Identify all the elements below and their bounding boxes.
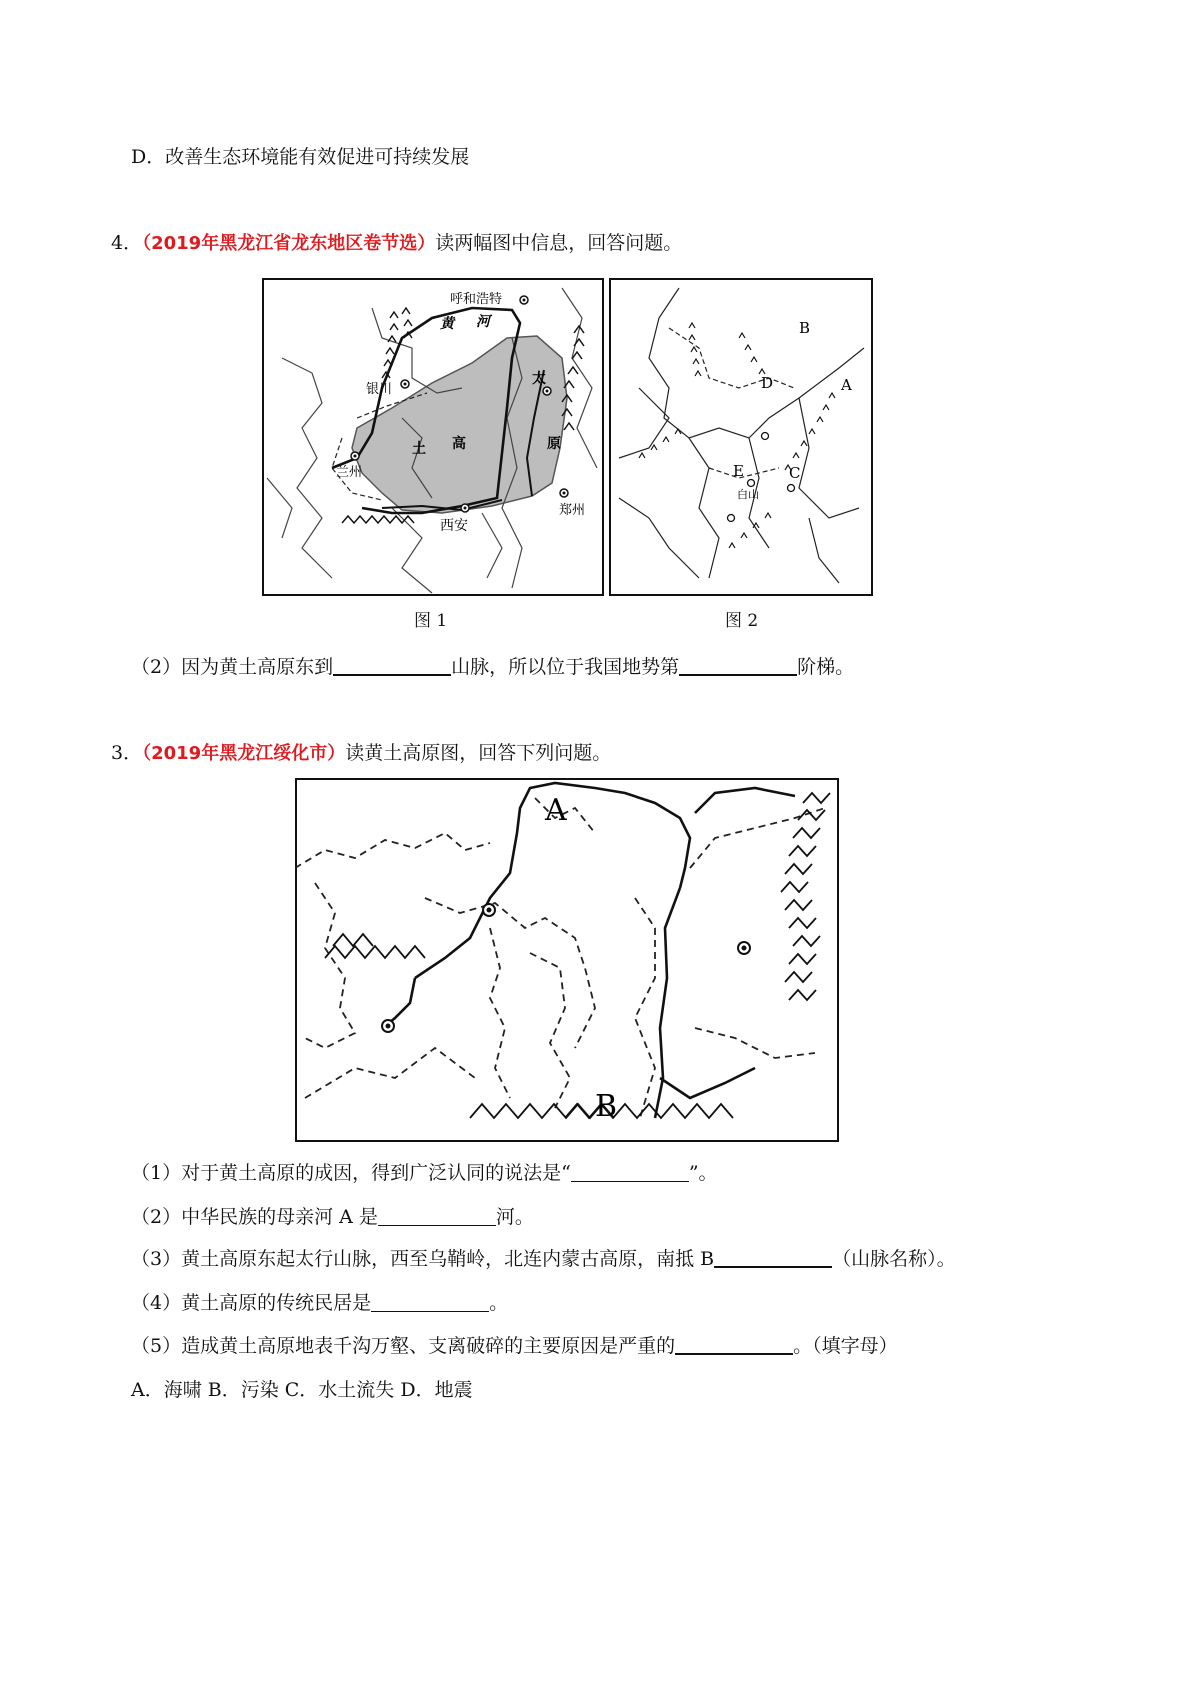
q3-sub2-text-1: （2）中华民族的母亲河 A 是 xyxy=(131,1206,378,1228)
q4-sub2 xyxy=(131,654,854,680)
q4-sub2-text-2: 山脉，所以位于我国地势第 xyxy=(451,656,680,678)
fig2-label-d: D xyxy=(761,374,774,392)
q3-sub3-text-2: （山脉名称）。 xyxy=(832,1248,956,1270)
q3-sub5-text-1: （5）造成黄土高原地表千沟万壑、支离破碎的主要原因是严重的 xyxy=(131,1335,676,1357)
label-huang: 黄 xyxy=(440,316,454,332)
q3-sub1-text-2: ”。 xyxy=(688,1162,718,1184)
q3-stem: 读黄土高原图，回答下列问题。 xyxy=(345,742,612,764)
fig2-label-a: A xyxy=(841,376,852,394)
q3-sub2-text-2: 河。 xyxy=(495,1206,534,1228)
label-tu: 土 xyxy=(412,441,426,457)
label-gao: 高 xyxy=(452,436,466,452)
q3-options: A．海啸 B．污染 C．水土流失 D．地震 xyxy=(131,1379,473,1401)
label-yuan: 原 xyxy=(547,436,561,452)
q3-sub5 xyxy=(131,1333,898,1359)
label-lanzhou: 兰州 xyxy=(336,465,363,480)
q3-sub4-text-2: 。 xyxy=(489,1292,509,1314)
q3-sub4 xyxy=(131,1290,508,1316)
q3-sub4-text-1: （4）黄土高原的传统民居是 xyxy=(131,1292,372,1314)
q4-number: 4． xyxy=(111,232,143,254)
q4-sub2-text-1: （2）因为黄土高原东到 xyxy=(131,656,334,678)
fig2-label-c: C xyxy=(789,464,801,482)
q3-map-label-a: A xyxy=(545,793,567,828)
q4-source: （2019年黑龙江省龙东地区卷节选） xyxy=(142,233,436,254)
q4-sub2-blank-2[interactable] xyxy=(679,654,797,676)
label-yinchuan: 银川 xyxy=(366,382,393,397)
figure-1-map xyxy=(262,278,604,596)
q3-sub5-text-2: 。（填字母） xyxy=(793,1335,898,1357)
q3-sub1 xyxy=(131,1160,718,1186)
option-d: D．改善生态环境能有效促进可持续发展 xyxy=(131,146,470,168)
q3-sub2 xyxy=(131,1204,534,1230)
label-huhehaote: 呼和浩特 xyxy=(450,292,503,307)
fig2-label-b: B xyxy=(799,319,811,337)
q3-loess-plateau-map xyxy=(295,778,839,1142)
label-taihang: 太 xyxy=(532,371,546,387)
q3-sub5-blank[interactable] xyxy=(675,1333,793,1355)
q4-heading xyxy=(111,230,682,257)
q3-number: 3． xyxy=(111,742,143,764)
q3-sub3-blank[interactable] xyxy=(714,1246,832,1268)
q3-sub3-text-1: （3）黄土高原东起太行山脉，西至乌鞘岭，北连内蒙古高原，南抵 B xyxy=(131,1248,715,1270)
q3-sub4-blank[interactable] xyxy=(371,1291,489,1312)
label-zhengzhou: 郑州 xyxy=(559,503,586,518)
label-he: 河 xyxy=(476,314,490,330)
q3-map-label-b: B xyxy=(595,1089,618,1124)
q4-sub2-text-3: 阶梯。 xyxy=(797,656,855,678)
q3-sub1-text-1: （1）对于黄土高原的成因，得到广泛认同的说法是“ xyxy=(131,1162,571,1184)
figure-1-caption: 图 1 xyxy=(414,611,448,631)
figure-2-map xyxy=(609,278,873,596)
fig2-label-baishan: 白山 xyxy=(737,488,759,501)
q4-stem: 读两幅图中信息，回答问题。 xyxy=(435,232,683,254)
q3-heading xyxy=(111,740,611,767)
q3-sub3 xyxy=(131,1246,956,1272)
figure-2-caption: 图 2 xyxy=(725,611,759,631)
q3-source: （2019年黑龙江绥化市） xyxy=(142,743,346,764)
fig2-label-e: E xyxy=(733,462,744,480)
q3-sub1-blank[interactable] xyxy=(571,1161,689,1182)
label-xian: 西安 xyxy=(440,518,468,534)
q3-sub2-blank[interactable] xyxy=(378,1205,496,1226)
q4-sub2-blank-1[interactable] xyxy=(333,654,451,676)
